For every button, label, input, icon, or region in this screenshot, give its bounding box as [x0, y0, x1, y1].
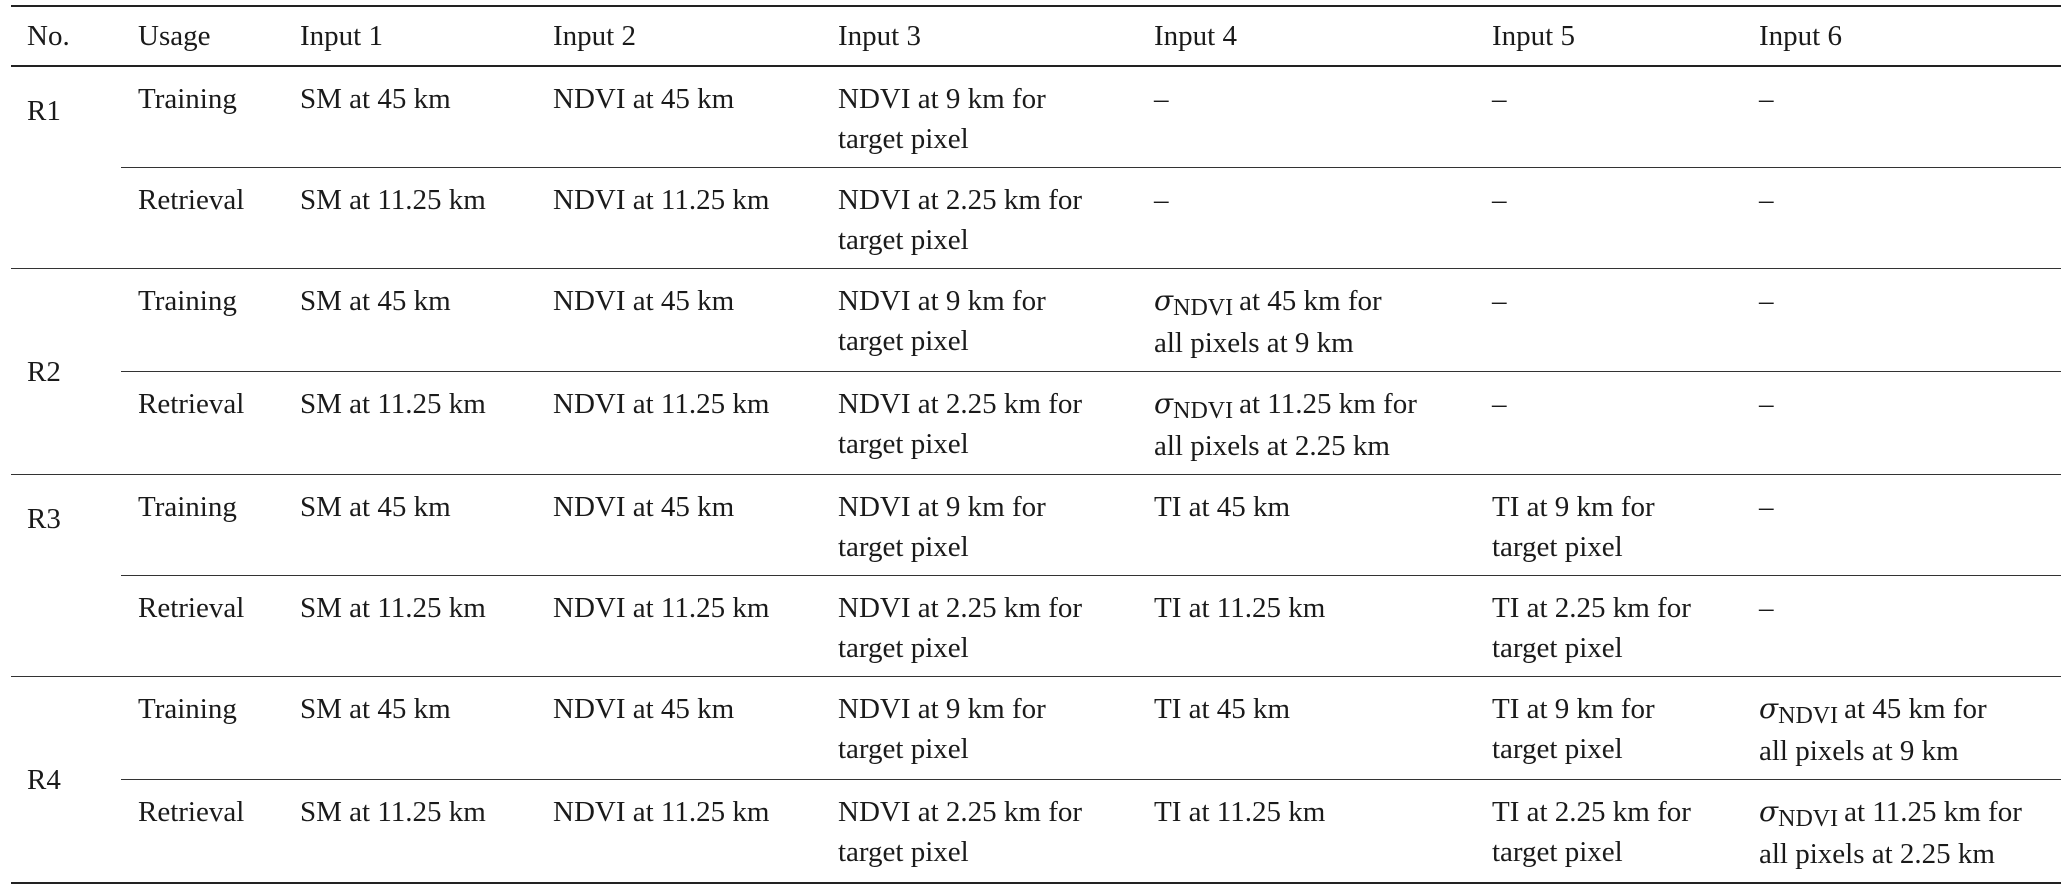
- cell-line: at 45 km for: [1844, 693, 1987, 725]
- row-group-id: R1: [11, 66, 121, 269]
- input5-cell: –: [1475, 269, 1742, 372]
- input5-cell: –: [1475, 372, 1742, 475]
- cell-line: NDVI at 2.25 km for: [838, 388, 1083, 420]
- input6-cell: [1742, 780, 2061, 884]
- cell-line: NDVI at 2.25 km for: [838, 796, 1083, 828]
- cell-line: target pixel: [1492, 531, 1623, 563]
- table-header-row: [11, 6, 2061, 66]
- input5-cell: –: [1475, 168, 1742, 269]
- cell-line: all pixels at 2.25 km: [1759, 838, 1995, 870]
- cell-line: all pixels at 9 km: [1154, 327, 1354, 359]
- cell-line: target pixel: [1492, 632, 1623, 664]
- input6-cell: –: [1742, 66, 2061, 168]
- cell-line: NDVI at 2.25 km for: [838, 592, 1083, 624]
- sigma-symbol: σ: [1759, 692, 1779, 725]
- input3-cell: [821, 677, 1137, 780]
- table-row: [11, 780, 2061, 884]
- input-table-container: [11, 5, 2061, 884]
- table-row: [11, 677, 2061, 780]
- cell-line: target pixel: [838, 325, 969, 357]
- sigma-subscript: NDVI: [1778, 806, 1839, 832]
- table-row: [11, 168, 2061, 269]
- table-row: [11, 576, 2061, 677]
- input2-cell: NDVI at 45 km: [536, 475, 821, 576]
- input6-cell: –: [1742, 168, 2061, 269]
- usage-cell: Retrieval: [121, 780, 283, 884]
- cell-line: NDVI at 9 km for: [838, 83, 1046, 115]
- input1-cell: SM at 11.25 km: [283, 372, 536, 475]
- input6-cell: [1742, 677, 2061, 780]
- usage-cell: Retrieval: [121, 168, 283, 269]
- cell-line: NDVI at 9 km for: [838, 491, 1046, 523]
- cell-line: all pixels at 2.25 km: [1154, 430, 1390, 462]
- input6-cell: –: [1742, 269, 2061, 372]
- cell-line: at 45 km for: [1239, 285, 1382, 317]
- input1-cell: SM at 11.25 km: [283, 576, 536, 677]
- cell-line: target pixel: [838, 632, 969, 664]
- input2-cell: NDVI at 11.25 km: [536, 168, 821, 269]
- input3-cell: [821, 475, 1137, 576]
- input2-cell: NDVI at 45 km: [536, 677, 821, 780]
- header-input-6: Input 6: [1742, 6, 2061, 66]
- cell-line: TI at 2.25 km for: [1492, 796, 1691, 828]
- cell-line: target pixel: [1492, 733, 1623, 765]
- table-row: [11, 269, 2061, 372]
- sigma-symbol: σ: [1154, 284, 1174, 317]
- table-row: [11, 66, 2061, 168]
- table-row: [11, 372, 2061, 475]
- cell-line: NDVI at 2.25 km for: [838, 184, 1083, 216]
- row-group-id: R4: [11, 677, 121, 884]
- sigma-subscript: NDVI: [1173, 295, 1234, 321]
- input1-cell: SM at 45 km: [283, 475, 536, 576]
- input4-cell: TI at 11.25 km: [1137, 576, 1475, 677]
- input5-cell: –: [1475, 66, 1742, 168]
- header-input-2: Input 2: [536, 6, 821, 66]
- header-input-5: Input 5: [1475, 6, 1742, 66]
- input6-cell: –: [1742, 372, 2061, 475]
- cell-line: target pixel: [1492, 836, 1623, 868]
- input5-cell: [1475, 780, 1742, 884]
- cell-line: TI at 9 km for: [1492, 693, 1655, 725]
- cell-line: target pixel: [838, 428, 969, 460]
- input4-cell: [1137, 269, 1475, 372]
- sigma-symbol: σ: [1154, 387, 1174, 420]
- input4-cell: TI at 45 km: [1137, 677, 1475, 780]
- header-usage: Usage: [121, 6, 283, 66]
- header-no: No.: [11, 6, 121, 66]
- usage-cell: Retrieval: [121, 576, 283, 677]
- input4-cell: TI at 45 km: [1137, 475, 1475, 576]
- input5-cell: [1475, 576, 1742, 677]
- sigma-subscript: NDVI: [1778, 703, 1839, 729]
- input1-cell: SM at 45 km: [283, 269, 536, 372]
- input2-cell: NDVI at 45 km: [536, 66, 821, 168]
- cell-line: TI at 2.25 km for: [1492, 592, 1691, 624]
- usage-cell: Training: [121, 66, 283, 168]
- sigma-subscript: NDVI: [1173, 398, 1234, 424]
- input3-cell: [821, 269, 1137, 372]
- input1-cell: SM at 11.25 km: [283, 780, 536, 884]
- cell-line: all pixels at 9 km: [1759, 735, 1959, 767]
- cell-line: NDVI at 9 km for: [838, 285, 1046, 317]
- usage-cell: Training: [121, 269, 283, 372]
- cell-line: target pixel: [838, 224, 969, 256]
- input1-cell: SM at 11.25 km: [283, 168, 536, 269]
- input5-cell: [1475, 677, 1742, 780]
- cell-line: target pixel: [838, 836, 969, 868]
- input5-cell: [1475, 475, 1742, 576]
- cell-line: NDVI at 9 km for: [838, 693, 1046, 725]
- header-input-4: Input 4: [1137, 6, 1475, 66]
- sigma-symbol: σ: [1759, 795, 1779, 828]
- row-group-id: R3: [11, 475, 121, 677]
- input2-cell: NDVI at 11.25 km: [536, 372, 821, 475]
- cell-line: target pixel: [838, 733, 969, 765]
- input4-cell: TI at 11.25 km: [1137, 780, 1475, 884]
- table-row: [11, 475, 2061, 576]
- header-input-1: Input 1: [283, 6, 536, 66]
- input6-cell: –: [1742, 576, 2061, 677]
- input1-cell: SM at 45 km: [283, 66, 536, 168]
- input2-cell: NDVI at 45 km: [536, 269, 821, 372]
- cell-line: TI at 9 km for: [1492, 491, 1655, 523]
- usage-cell: Retrieval: [121, 372, 283, 475]
- input4-cell: –: [1137, 66, 1475, 168]
- input3-cell: [821, 780, 1137, 884]
- input3-cell: [821, 372, 1137, 475]
- usage-cell: Training: [121, 677, 283, 780]
- cell-line: at 11.25 km for: [1844, 796, 2022, 828]
- usage-cell: Training: [121, 475, 283, 576]
- cell-line: at 11.25 km for: [1239, 388, 1417, 420]
- input-configuration-table: [11, 5, 2061, 884]
- row-group-id: R2: [11, 269, 121, 475]
- input3-cell: [821, 576, 1137, 677]
- input3-cell: [821, 168, 1137, 269]
- input2-cell: NDVI at 11.25 km: [536, 576, 821, 677]
- input2-cell: NDVI at 11.25 km: [536, 780, 821, 884]
- cell-line: target pixel: [838, 123, 969, 155]
- input4-cell: –: [1137, 168, 1475, 269]
- input1-cell: SM at 45 km: [283, 677, 536, 780]
- cell-line: target pixel: [838, 531, 969, 563]
- header-input-3: Input 3: [821, 6, 1137, 66]
- input4-cell: [1137, 372, 1475, 475]
- input3-cell: [821, 66, 1137, 168]
- input6-cell: –: [1742, 475, 2061, 576]
